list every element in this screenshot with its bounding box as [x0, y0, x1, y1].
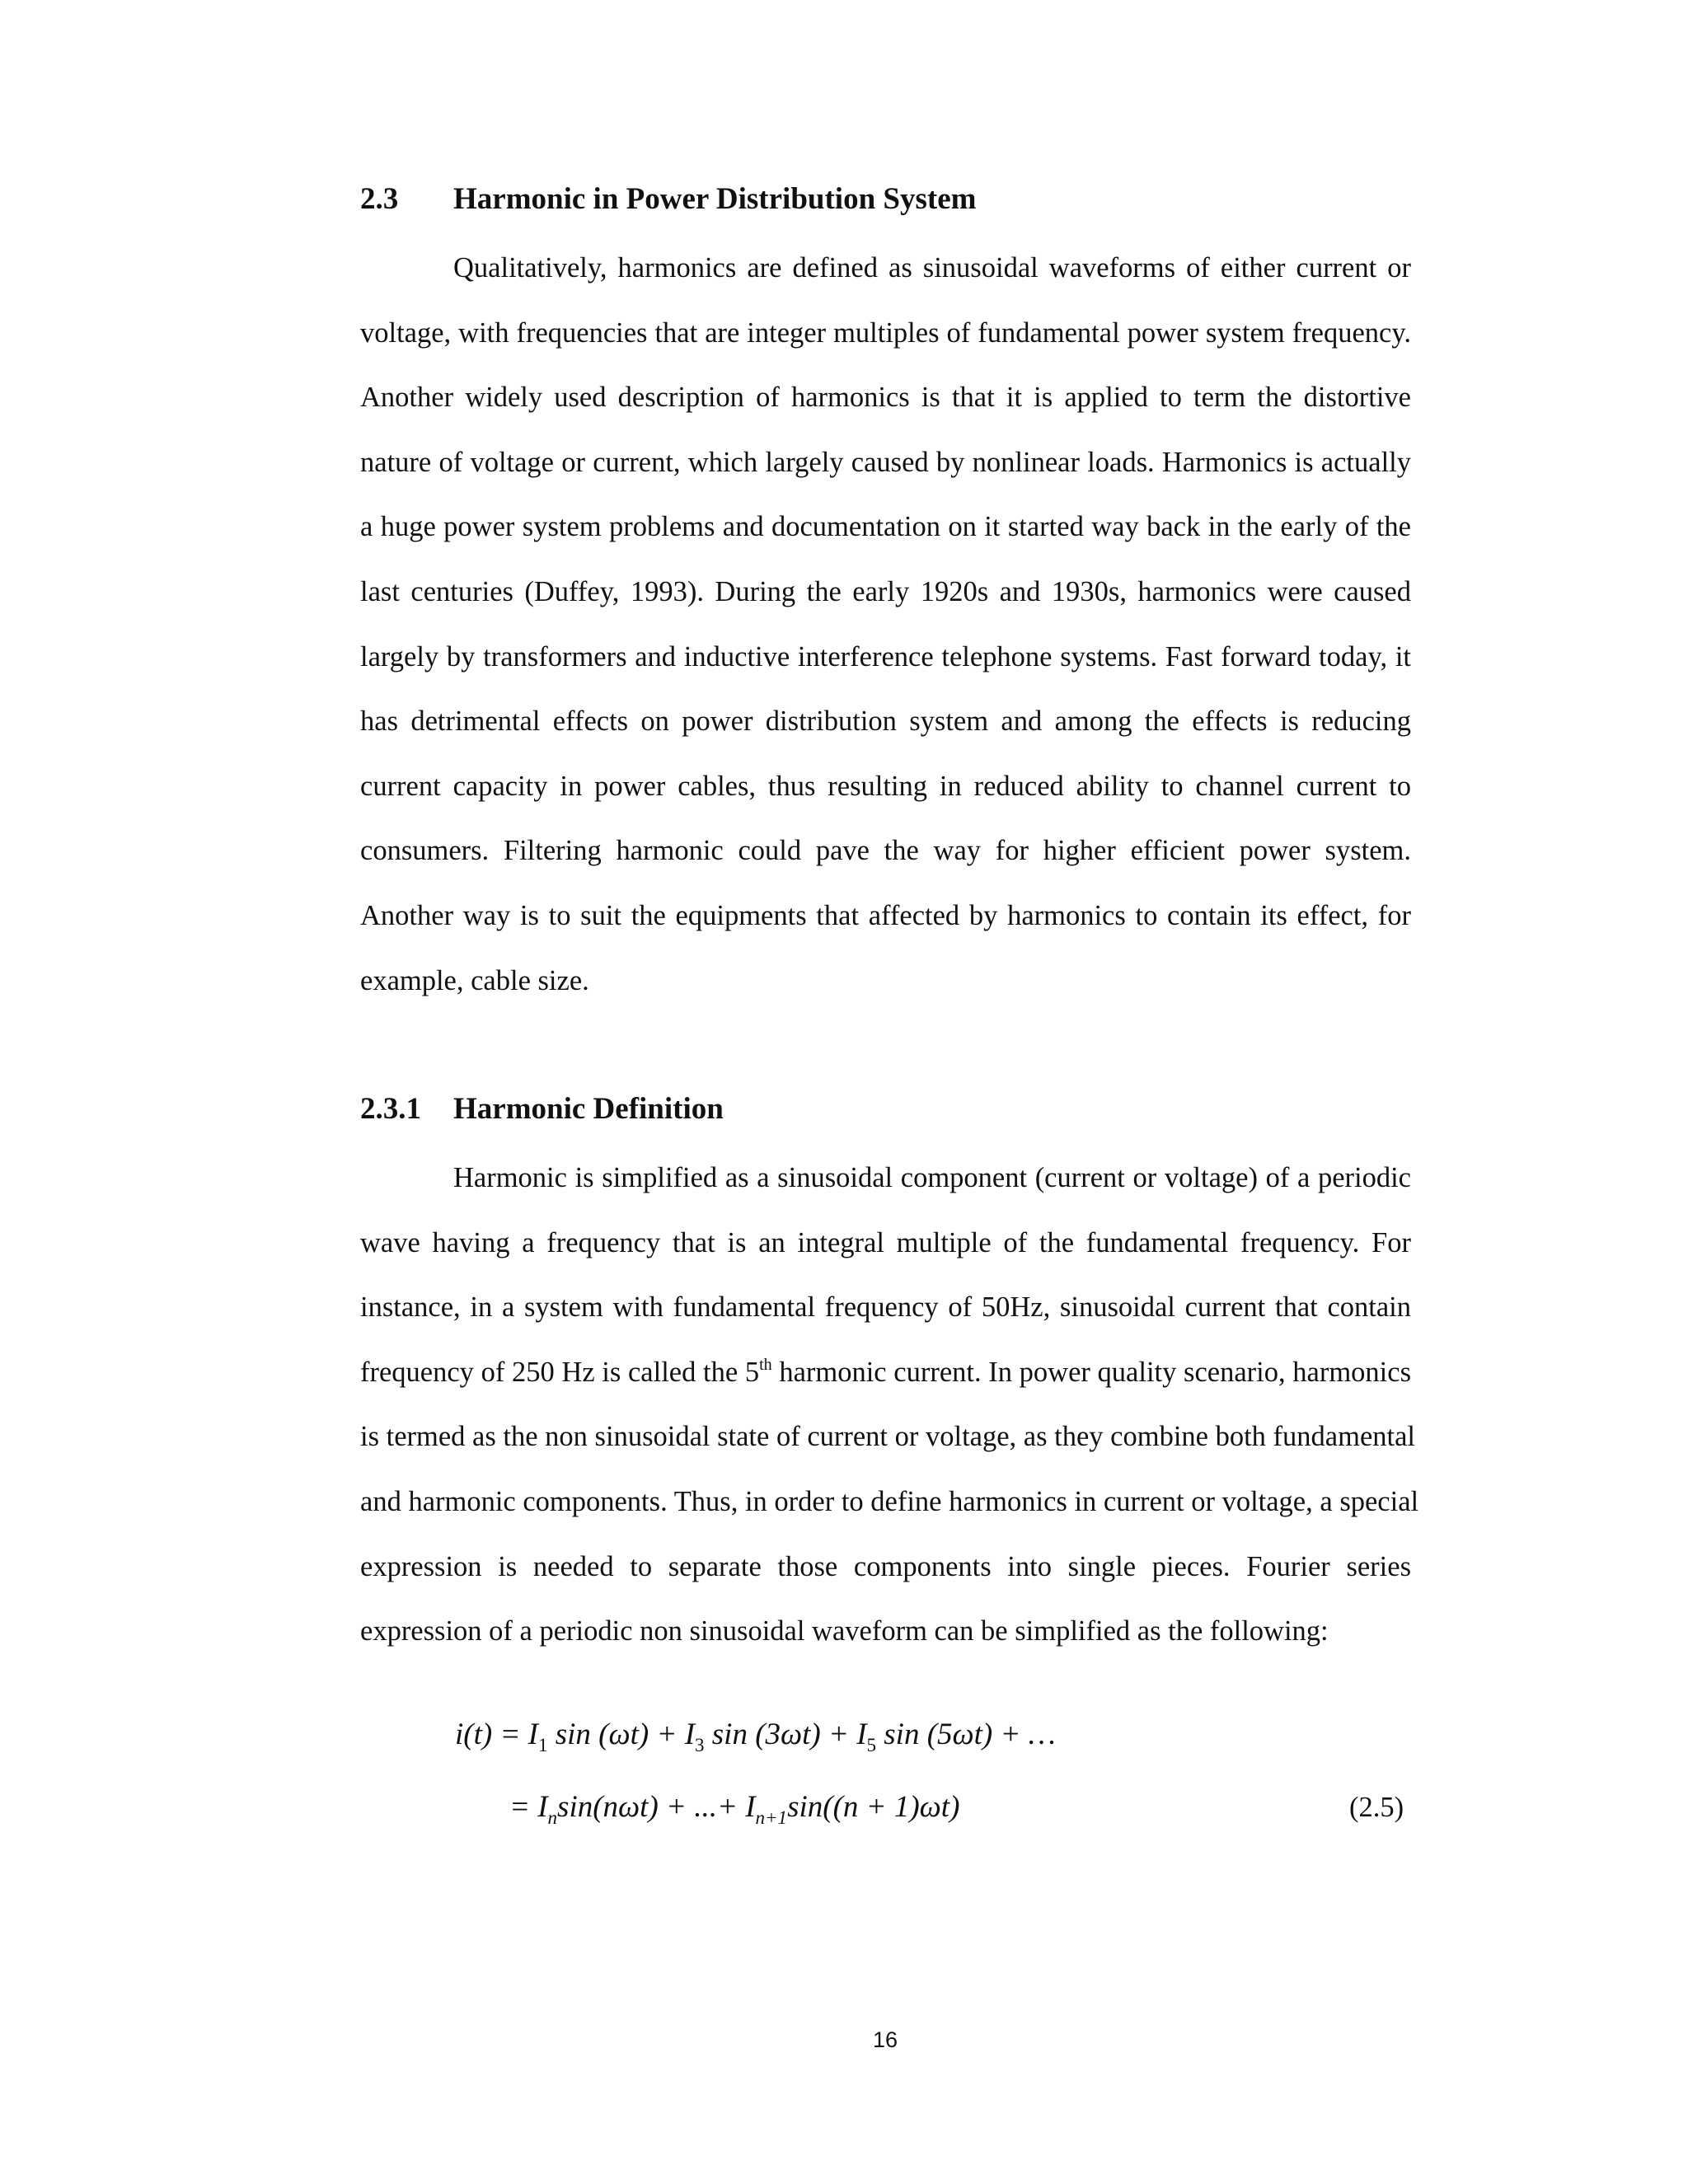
equation-line-1: $i(t) = I_1$ $\sin (\omega t) + I_3$ $\sin (3\omega t) + I_5$ sin (5ωt) + …	[455, 1718, 1056, 1755]
paragraph-line: wave having a frequency that is an integral multiple of the fundamental frequency. For	[360, 1226, 1411, 1258]
paragraph-line: voltage, with frequencies that are integer multiples of fundamental power system frequency.	[360, 316, 1411, 349]
paragraph-line: Another widely used description of harmonics is that it is applied to term the distortive	[360, 382, 1411, 414]
paragraph-line: is termed as the non sinusoidal state of current or voltage, as they combine both fundamental	[360, 1421, 1415, 1453]
section-title: Harmonic in Power Distribution System	[453, 182, 977, 216]
section-paragraph	[360, 236, 1411, 1013]
paragraph-line: expression is needed to separate those components into single pieces. Fourier series	[360, 1550, 1411, 1582]
paragraph-line: example, cable size.	[360, 964, 589, 996]
paragraph-line: last centuries (Duffey, 1993). During the early 1920s and 1930s, harmonics were caused	[360, 575, 1411, 607]
paragraph-line: and harmonic components. Thus, in order to define harmonics in current or voltage, a special	[360, 1485, 1419, 1517]
section-heading	[360, 180, 976, 219]
paragraph-line: consumers. Filtering harmonic could pave the way for higher efficient power system.	[360, 835, 1411, 867]
superscript: th	[759, 1355, 772, 1374]
page-number: 16	[872, 2027, 898, 2052]
paragraph-line: expression of a periodic non sinusoidal waveform can be simplified as the following:	[360, 1615, 1329, 1647]
paragraph-line: Qualitatively, harmonics are defined as sinusoidal waveforms of either current or	[453, 252, 1411, 284]
paragraph-line: has detrimental effects on power distribution system and among the effects is reducing	[360, 705, 1411, 738]
paragraph-line: nature of voltage or current, which largely caused by nonlinear loads. Harmonics is actually	[360, 446, 1411, 478]
subsection-title: Harmonic Definition	[453, 1092, 724, 1126]
paragraph-line: Harmonic is simplified as a sinusoidal component (current or voltage) of a periodic	[453, 1162, 1411, 1193]
equation-number: (2.5)	[1349, 1792, 1404, 1823]
paragraph-line: current capacity in power cables, thus resulting in reduced ability to channel current to	[360, 770, 1411, 802]
section-number: 2.3	[360, 182, 399, 216]
paragraph-line: instance, in a system with fundamental frequency of 50Hz, sinusoidal current that contain	[360, 1291, 1411, 1324]
paragraph-line: a huge power system problems and documentation on it started way back in the early of the	[360, 511, 1411, 543]
paragraph-line-with-superscript: frequency of 250 Hz is called the 5th harmonic current. In power quality scenario, harmonics	[360, 1355, 1411, 1388]
subsection-heading	[360, 1090, 724, 1129]
paragraph-line: Another way is to suit the equipments that affected by harmonics to contain its effect, for	[360, 899, 1411, 931]
paragraph-line: largely by transformers and inductive interference telephone systems. Fast forward today, it	[360, 640, 1411, 673]
subsection-number: 2.3.1	[360, 1092, 421, 1126]
subsection-paragraph	[360, 1146, 1419, 1664]
equation-line-2: = $I_n\sin(n\omega t)$ + ...+ $I_{n+1}\sin((n + 1)\omega t)$	[509, 1790, 960, 1828]
